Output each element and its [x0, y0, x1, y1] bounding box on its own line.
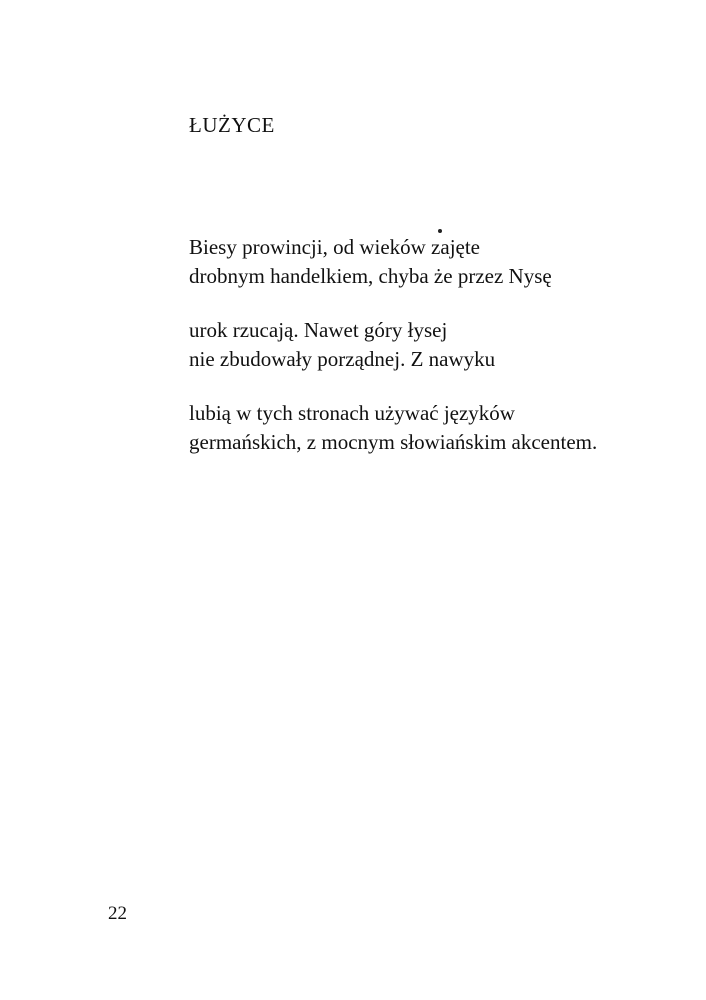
poem-line: Biesy prowincji, od wieków zajęte	[189, 235, 481, 259]
poem-line: drobnym handelkiem, chyba że przez Nysę	[189, 264, 552, 288]
stanza-2	[189, 316, 669, 374]
poem-line: nie zbudowały porządnej. Z nawyku	[189, 347, 496, 371]
poem-line: germańskich, z mocnym słowiańskim akcentem.	[189, 430, 598, 454]
page-number: 22	[108, 903, 127, 924]
poem-line: urok rzucają. Nawet góry łysej	[189, 318, 448, 342]
stanza-1	[189, 233, 669, 291]
stanza-3	[189, 399, 669, 457]
poem-body	[189, 233, 669, 482]
poem-title: ŁUŻYCE	[189, 113, 275, 137]
poem-line: lubią w tych stronach używać języków	[189, 401, 515, 425]
